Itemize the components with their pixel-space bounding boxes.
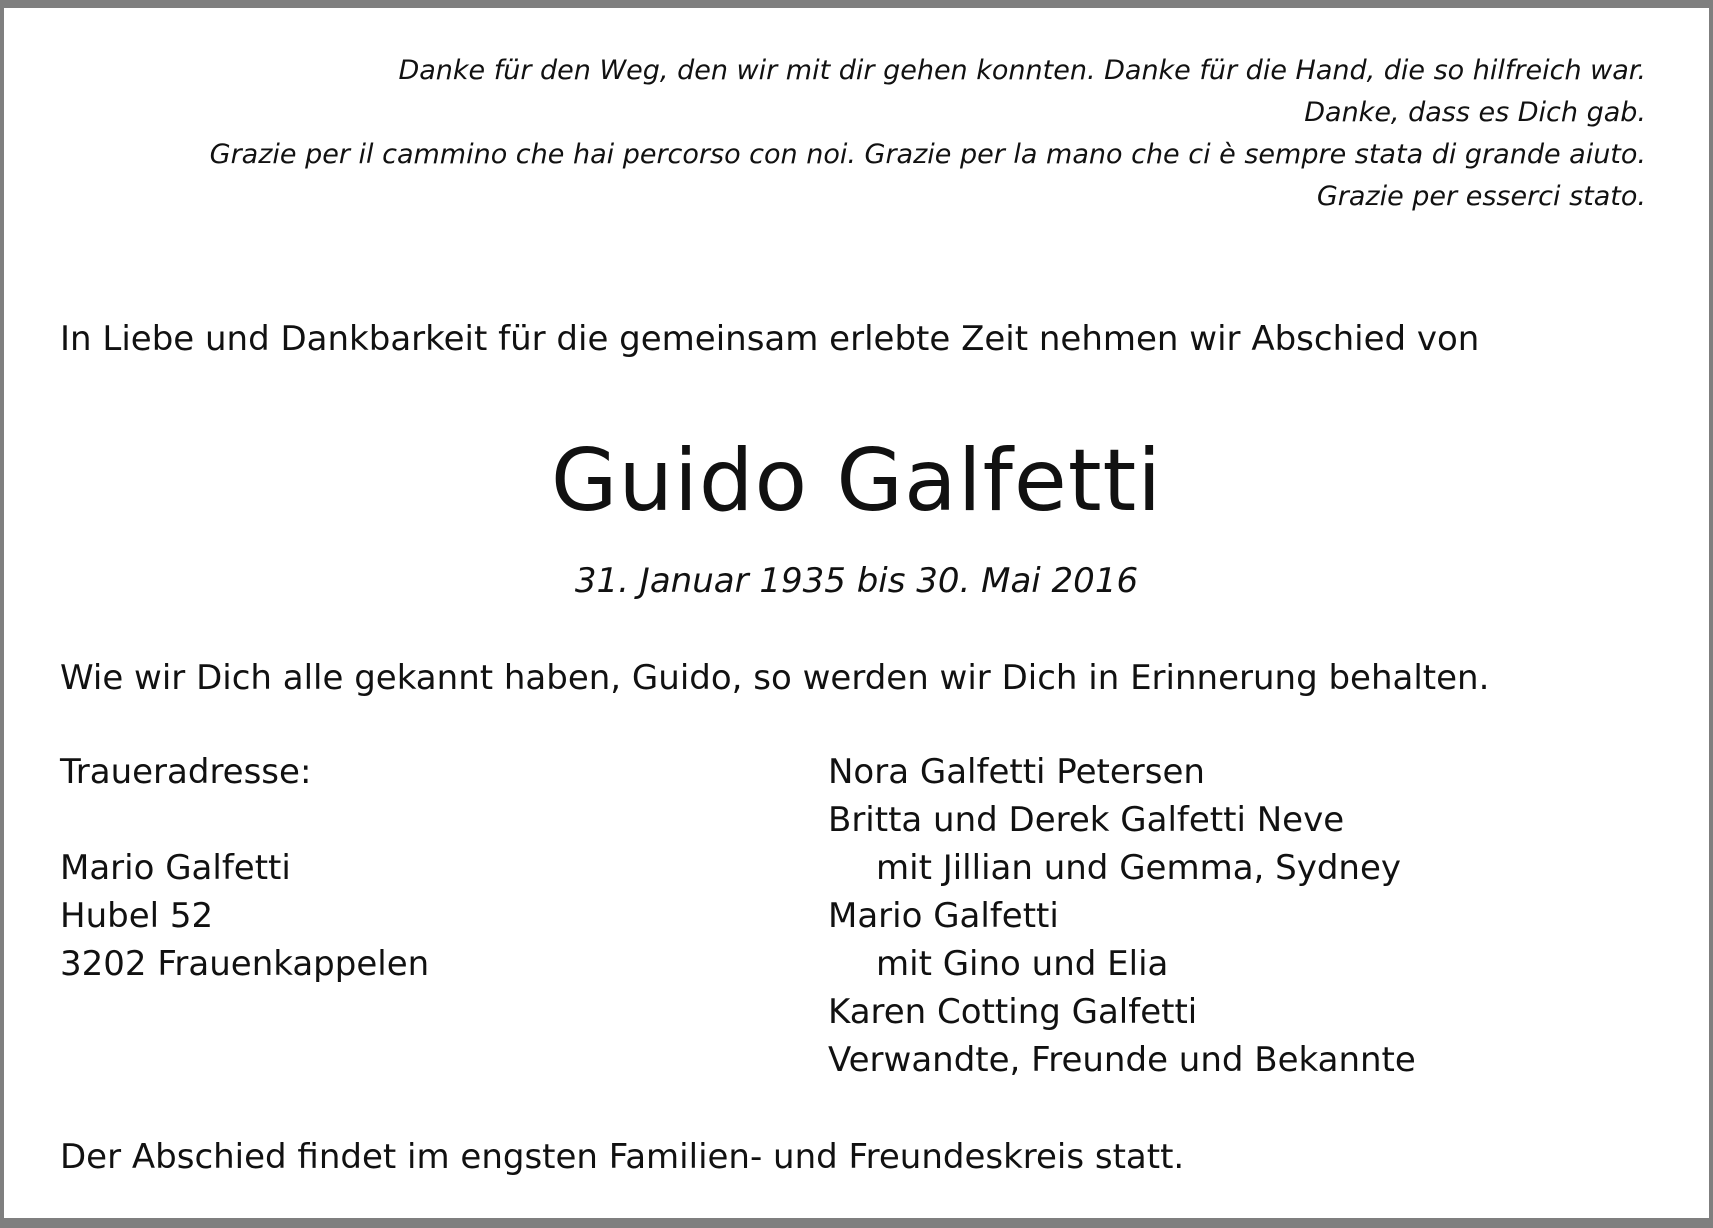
quote-line-german-2: Danke, dass es Dich gab. <box>1304 97 1646 128</box>
mourner-item: Mario Galfetti <box>828 896 1059 936</box>
mourner-item-children: mit Jillian und Gemma, Sydney <box>876 848 1402 888</box>
obituary-notice <box>4 8 1709 1218</box>
deceased-name: Guido Galfetti <box>550 431 1163 531</box>
intro-text: In Liebe und Dankbarkeit für die gemeinsam erlebte Zeit nehmen wir Abschied von <box>60 319 1480 359</box>
mourner-item-children: mit Gino und Elia <box>876 944 1169 984</box>
quote-line-italian-2: Grazie per esserci stato. <box>1316 181 1646 212</box>
life-dates: 31. Januar 1935 bis 30. Mai 2016 <box>574 561 1139 601</box>
mourner-item: Verwandte, Freunde und Bekannte <box>828 1040 1416 1080</box>
quote-line-italian-1: Grazie per il cammino che hai percorso con noi. Grazie per la mano che ci è sempre stata di grande aiuto. <box>209 139 1646 170</box>
address-spacer <box>60 796 429 844</box>
address-street: Hubel 52 <box>60 896 214 936</box>
mourners-list <box>828 748 1416 1084</box>
mourner-item: Britta und Derek Galfetti Neve <box>828 800 1345 840</box>
address-name: Mario Galfetti <box>60 848 291 888</box>
quote-block <box>210 50 1646 218</box>
address-label: Traueradresse: <box>60 752 312 792</box>
address-city: 3202 Frauenkappelen <box>60 944 430 984</box>
closing-text: Der Abschied findet im engsten Familien- und Freundeskreis statt. <box>60 1137 1185 1177</box>
mourning-address <box>60 748 429 988</box>
quote-line-german-1: Danke für den Weg, den wir mit dir gehen konnten. Danke für die Hand, die so hilfreich war. <box>398 55 1646 86</box>
remembrance-text: Wie wir Dich alle gekannt haben, Guido, so werden wir Dich in Erinnerung behalten. <box>60 658 1490 698</box>
mourner-item: Nora Galfetti Petersen <box>828 752 1205 792</box>
mourner-item: Karen Cotting Galfetti <box>828 992 1198 1032</box>
